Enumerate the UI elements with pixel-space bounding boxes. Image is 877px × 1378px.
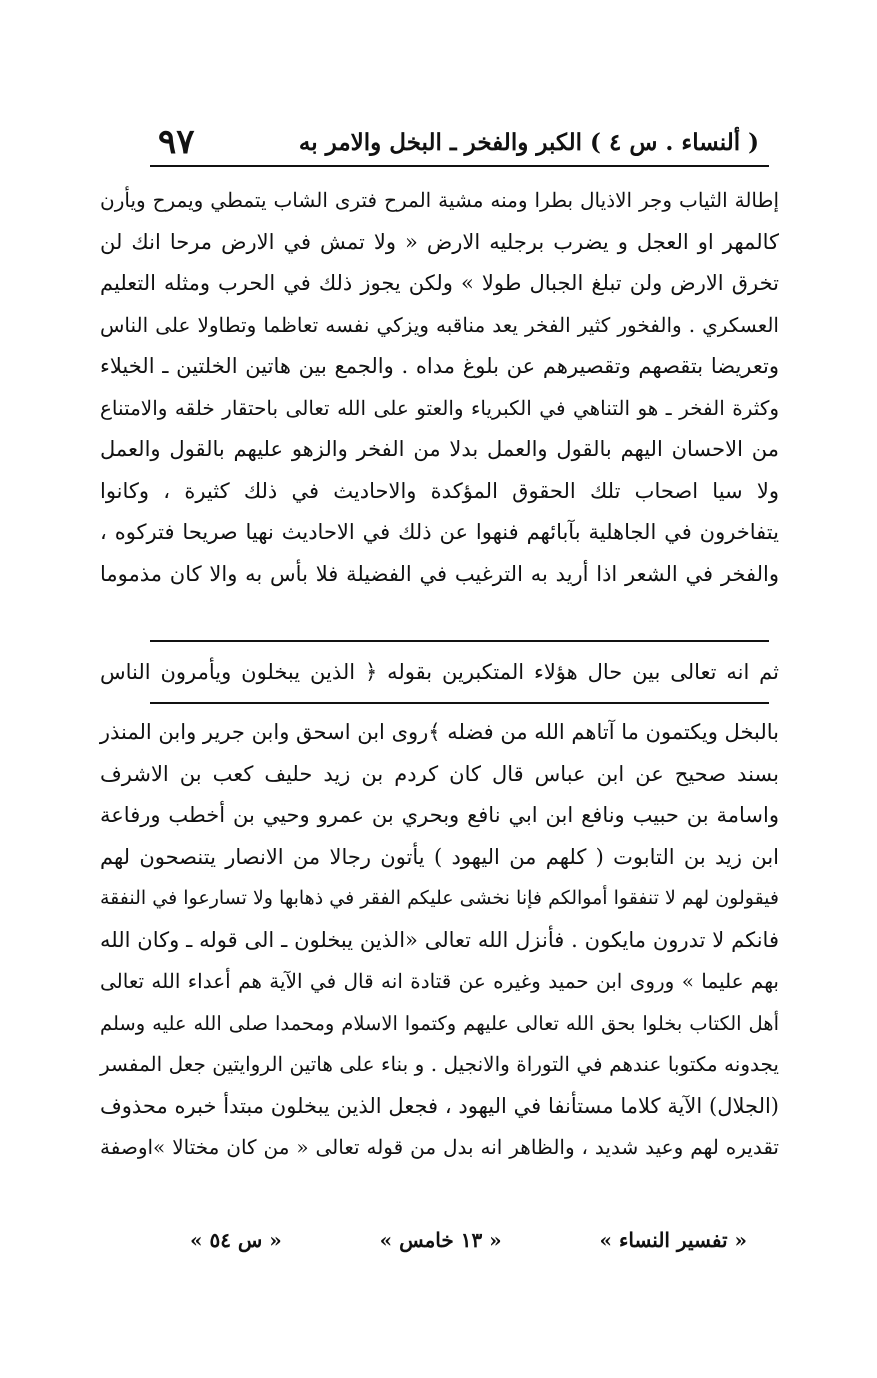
section-rule-lower <box>150 702 769 704</box>
text-line: العسكري . والفخور كثير الفخر يعد مناقبه ويزكي نفسه تعاظما وتطاولا على الناس <box>100 312 779 337</box>
text-line: (الجلال) الآية كلاما مستأنفا في اليهود ، فجعل الذين يبخلون مبتدأ خبره محذوف <box>100 1093 779 1118</box>
footer-part: « ١٣ خامس » <box>379 1228 502 1252</box>
running-header <box>158 118 759 166</box>
page-number: ٩٧ <box>158 122 195 162</box>
text-line: ابن زيد بن التابوت ( كلهم من اليهود ) يأتون رجالا من الانصار يتنصحون لهم <box>100 844 779 869</box>
page-footer <box>190 1222 747 1258</box>
text-line: بالبخل ويكتمون ما آتاهم الله من فضله ﴾روى ابن اسحق وابن جرير وابن المنذر <box>99 720 779 744</box>
text-line: تقديره لهم وعيد شديد ، والظاهر انه بدل من قوله تعالى « من كان مختالا »اوصفة <box>100 1135 779 1159</box>
text-line: يتفاخرون في الجاهلية بآبائهم فنهوا عن ذلك في الاحاديث نهيا صريحا فتركوه ، <box>100 520 779 544</box>
text-line: بسند صحيح عن ابن عباس قال كان كردم بن زيد حليف كعب بن الاشرف <box>100 761 779 786</box>
text-line: إطالة الثياب وجر الاذيال بطرا ومنه مشية المرح فترى الشاب يتمطي ويمرح ويأرن <box>100 188 779 212</box>
text-line: وتعريضا بتقصهم وتقصيرهم عن بلوغ مداه . والجمع بين هاتين الخلتين ـ الخيلاء <box>100 354 779 378</box>
header-rule <box>150 165 769 167</box>
running-title: ( ألنساء . س ٤ ) الكبر والفخر ـ البخل والامر به <box>298 128 759 156</box>
verse-line-block <box>100 652 779 694</box>
text-line: كالمهر او العجل و يضرب برجليه الارض « ولا تمش في الارض مرحا انك لن <box>100 229 779 254</box>
text-line: فانكم لا تدرون مايكون . فأنزل الله تعالى «الذين يبخلون ـ الى قوله ـ وكان الله <box>100 927 779 952</box>
text-line: وكثرة الفخر ـ هو التناهي في الكبرياء والعتو على الله تعالى باحتقار خلقه والامتناع <box>100 395 779 420</box>
text-line: ولا سيا اصحاب تلك الحقوق المؤكدة والاحاديث في ذلك كثيرة ، وكانوا <box>100 478 779 503</box>
text-line: تخرق الارض ولن تبلغ الجبال طولا » ولكن يجوز ذلك في الحرب ومثله التعليم <box>100 271 779 295</box>
text-line: واسامة بن حبيب ونافع ابن ابي نافع وبحري بن عمرو وحيي بن أخطب ورفاعة <box>100 803 779 827</box>
footer-book-title: « تفسير النساء » <box>599 1228 747 1252</box>
text-line: فيقولون لهم لا تنفقوا أموالكم فإنا نخشى عليكم الفقر في ذهابها ولا تسارعوا في النفقة <box>100 887 779 909</box>
paragraph-2 <box>100 712 779 1169</box>
text-line: بهم عليما » وروى ابن حميد وغيره عن قتادة انه قال في الآية هم أعداء الله تعالى <box>100 969 779 993</box>
text-line: أهل الكتاب بخلوا بحق الله تعالى عليهم وكتموا الاسلام ومحمدا صلى الله عليه وسلم <box>100 1011 779 1035</box>
text-line: يجدونه مكتوبا عندهم في التوراة والانجيل . و بناء على هاتين الروايتين جعل المفسر <box>100 1052 779 1076</box>
section-rule-upper <box>150 640 769 642</box>
verse-line: ثم انه تعالى بين حال هؤلاء المتكبرين بقوله ﴿ الذين يبخلون ويأمرون الناس <box>100 660 779 684</box>
footer-signature: « س ٥٤ » <box>190 1228 282 1252</box>
text-line: من الاحسان اليهم بالقول والعمل بدلا من الفخر والزهو عليهم بالقول والعمل <box>100 437 779 461</box>
paragraph-1 <box>100 180 779 595</box>
text-line: والفخر في الشعر اذا أريد به الترغيب في الفضيلة فلا بأس به والا كان مذموما <box>100 561 779 586</box>
